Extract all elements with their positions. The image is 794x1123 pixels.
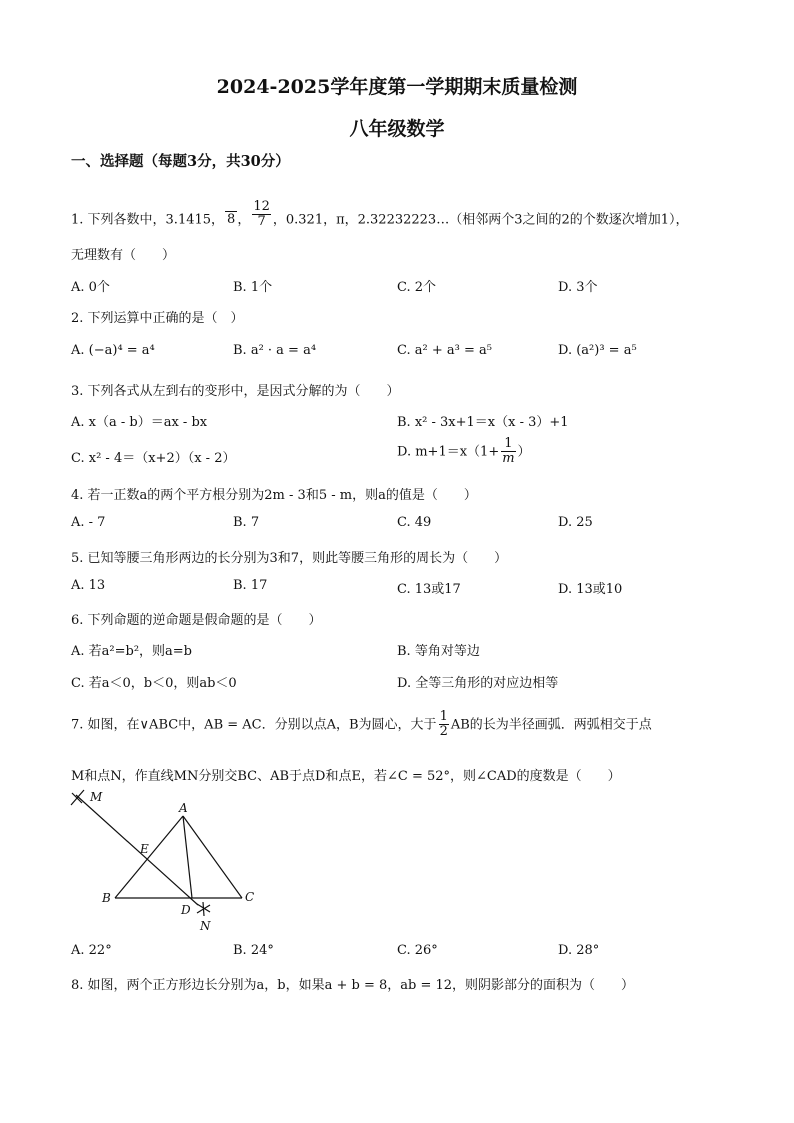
label-m: M — [90, 790, 103, 804]
q7-option-d[interactable]: D. 28° — [558, 943, 600, 958]
label-b: B — [102, 891, 111, 905]
q5-option-b[interactable]: B. 17 — [233, 578, 268, 593]
q1-option-b[interactable]: B. 1个 — [233, 280, 273, 295]
page-title: 2024-2025学年度第一学期期末质量检测 — [216, 76, 578, 98]
fraction-1-m: $\frac{1}{m}$ — [502, 436, 515, 467]
section-heading: 一、选择题（每题3分，共30分） — [71, 153, 290, 170]
q3-option-a[interactable]: A. x（a - b）＝ax - bx — [71, 415, 208, 430]
q4-option-d[interactable]: D. 25 — [558, 515, 593, 530]
label-a: A — [179, 801, 188, 815]
segment-ad — [183, 816, 192, 898]
q4-option-c[interactable]: C. 49 — [397, 515, 432, 530]
q4-option-a[interactable]: A. - 7 — [71, 515, 106, 530]
q4-option-b[interactable]: B. 7 — [233, 515, 260, 530]
q5-option-c[interactable]: C. 13或17 — [397, 582, 461, 597]
triangle-figure — [60, 785, 270, 935]
q2-option-d[interactable]: D. (a²)³ = a⁵ — [558, 343, 637, 358]
segment-ab — [115, 816, 183, 898]
q2-option-c[interactable]: C. a² + a³ = a⁵ — [397, 343, 492, 358]
sqrt-8: 8 — [227, 212, 236, 228]
question-7-line2: M和点N，作直线MN分别交BC、AB于点D和点E，若∠C = 52°，则∠CAD的度数是（ ） — [71, 769, 621, 784]
q3-option-b[interactable]: B. x² - 3x+1＝x（x - 3）+1 — [397, 415, 569, 430]
label-n: N — [200, 919, 211, 933]
q2-option-b[interactable]: B. a² · a = a⁴ — [233, 343, 317, 358]
question-4-stem: 4. 若一正数a的两个平方根分别为2m - 3和5 - m，则a的值是（ ） — [71, 488, 477, 503]
question-1-line2: 无理数有（ ） — [71, 248, 176, 263]
segment-ac — [183, 816, 242, 898]
label-e: E — [140, 842, 149, 856]
q1-option-d[interactable]: D. 3个 — [558, 280, 598, 295]
fraction-1-2: $\frac{1}{2}$ — [439, 709, 448, 740]
q5-option-d[interactable]: D. 13或10 — [558, 582, 623, 597]
q7-option-c[interactable]: C. 26° — [397, 943, 438, 958]
q2-option-a[interactable]: A. (−a)⁴ = a⁴ — [71, 343, 155, 358]
question-3-stem: 3. 下列各式从左到右的变形中，是因式分解的为（ ） — [71, 384, 400, 399]
q1-option-c[interactable]: C. 2个 — [397, 280, 437, 295]
fraction-12-7: $\frac{12}{7}$ — [253, 199, 270, 230]
q3-option-c[interactable]: C. x² - 4＝（x+2）（x - 2） — [71, 451, 236, 466]
q5-option-a[interactable]: A. 13 — [71, 578, 106, 593]
q7-option-b[interactable]: B. 24° — [233, 943, 274, 958]
q6-option-d[interactable]: D. 全等三角形的对应边相等 — [397, 676, 559, 691]
q1-option-a[interactable]: A. 0个 — [71, 280, 110, 295]
label-d: D — [181, 903, 191, 917]
q7-option-a[interactable]: A. 22° — [71, 943, 112, 958]
question-6-stem: 6. 下列命题的逆命题是假命题的是（ ） — [71, 613, 322, 628]
label-c: C — [245, 890, 255, 904]
q6-option-c[interactable]: C. 若a＜0，b＜0，则ab＜0 — [71, 676, 237, 691]
q3-option-d[interactable]: D. m+1＝x（1+ $\frac{1}{m}$ ） — [397, 436, 531, 467]
q6-option-a[interactable]: A. 若a²=b²，则a=b — [71, 644, 193, 659]
q6-option-b[interactable]: B. 等角对等边 — [397, 644, 480, 659]
question-7-stem: 7. 如图，在∨ABC中，AB = AC．分别以点A，B为圆心，大于 $\frac{1}{2}$ AB的长为半径画弧．两弧相交于点 — [71, 709, 652, 740]
question-5-stem: 5. 已知等腰三角形两边的长分别为3和7，则此等腰三角形的周长为（ ） — [71, 551, 508, 566]
question-2-stem: 2. 下列运算中正确的是（ ） — [71, 311, 244, 326]
question-8-stem: 8. 如图，两个正方形边长分别为a，b，如果a + b = 8，ab = 12，则阴影部分的面积为（ ） — [71, 978, 635, 993]
question-1-stem: 1. 下列各数中，3.1415， 8 ， $\frac{12}{7}$ ，0.321，π，2.32232223…（相邻两个3之间的2的个数逐次增加1）， — [71, 199, 689, 230]
page-subtitle: 八年级数学 — [349, 118, 445, 140]
